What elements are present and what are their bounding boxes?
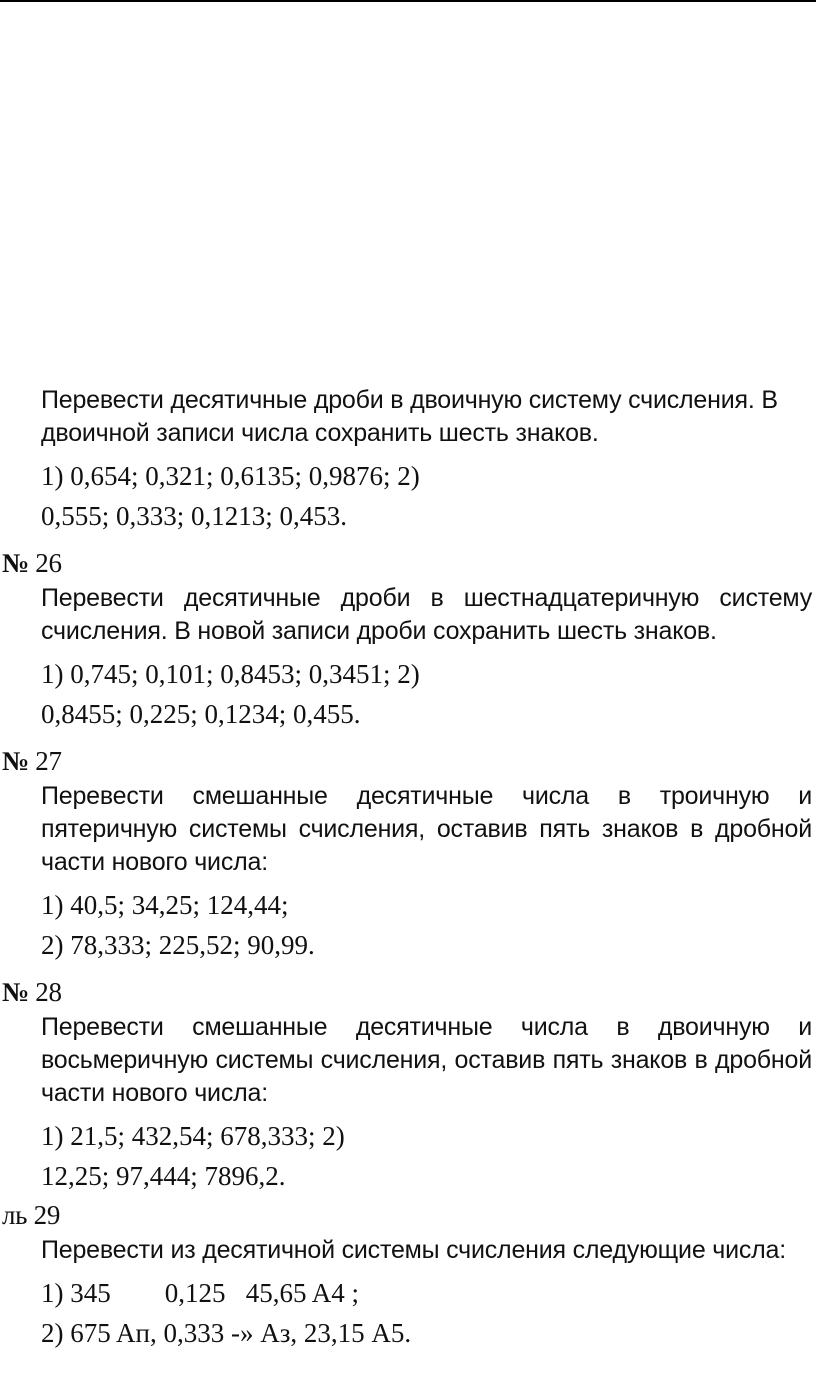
task-description: Перевести смешанные десятичные числа в троичную и пятеричную системы счисления, оставив пять знаков в дробной части нового числа: xyxy=(41,782,812,876)
task-description: Перевести смешанные десятичные числа в двоичную и восьмеричную системы счисления, оставив пять знаков в дробной части нового числа: xyxy=(41,1013,812,1107)
task-values-line-2: 0,8455; 0,225; 0,1234; 0,455. xyxy=(41,699,361,729)
task-number: 28 xyxy=(35,977,62,1007)
task-values xyxy=(41,885,816,965)
task-values xyxy=(41,1116,816,1196)
task-number: 26 xyxy=(35,548,62,578)
page-top-border xyxy=(0,0,816,2)
task-description: Перевести из десятичной системы счисления следующие числа: xyxy=(41,1236,786,1264)
task-values-line-2: 2) 675 Aп, 0,333 -» Aз, 23,15 A5. xyxy=(41,1318,412,1348)
task-description: Перевести десятичные дроби в шестнадцатеричную систему счисления. В новой записи дроби сохранить шесть знаков. xyxy=(41,584,812,645)
number-sign: № xyxy=(2,746,29,776)
task-25 xyxy=(0,384,816,536)
task-27 xyxy=(0,746,816,965)
task-number: 29 xyxy=(33,1200,61,1230)
task-number: 27 xyxy=(35,746,62,776)
task-values-line-1: 1) 40,5; 34,25; 124,44; xyxy=(41,890,289,920)
task-28 xyxy=(0,977,816,1196)
task-values xyxy=(41,1273,816,1353)
task-number-heading xyxy=(2,746,816,780)
number-sign: № xyxy=(2,977,29,1007)
task-values-line-1: 1) 21,5; 432,54; 678,333; 2) xyxy=(41,1121,345,1151)
number-sign: № xyxy=(2,548,29,578)
number-sign: ль xyxy=(2,1200,28,1230)
task-values-line-2: 12,25; 97,444; 7896,2. xyxy=(41,1161,286,1191)
task-values-line-1: 1) 0,745; 0,101; 0,8453; 0,3451; 2) xyxy=(41,659,420,689)
task-values xyxy=(41,654,816,734)
task-29 xyxy=(0,1200,816,1353)
task-values xyxy=(41,456,816,536)
task-number-heading xyxy=(2,977,816,1011)
task-values-line-1: 1) 345 0,125 45,65 A4 ; xyxy=(41,1278,360,1308)
task-number-heading xyxy=(2,548,816,582)
task-values-line-1: 1) 0,654; 0,321; 0,6135; 0,9876; 2) xyxy=(41,461,420,491)
task-description: Перевести десятичные дроби в двоичную систему счисления. В двоичной записи числа сохранить шесть знаков. xyxy=(41,386,778,447)
task-values-line-2: 2) 78,333; 225,52; 90,99. xyxy=(41,930,315,960)
task-number-heading xyxy=(2,1200,816,1234)
task-26 xyxy=(0,548,816,734)
document-body xyxy=(0,384,816,1353)
task-values-line-2: 0,555; 0,333; 0,1213; 0,453. xyxy=(41,501,348,531)
